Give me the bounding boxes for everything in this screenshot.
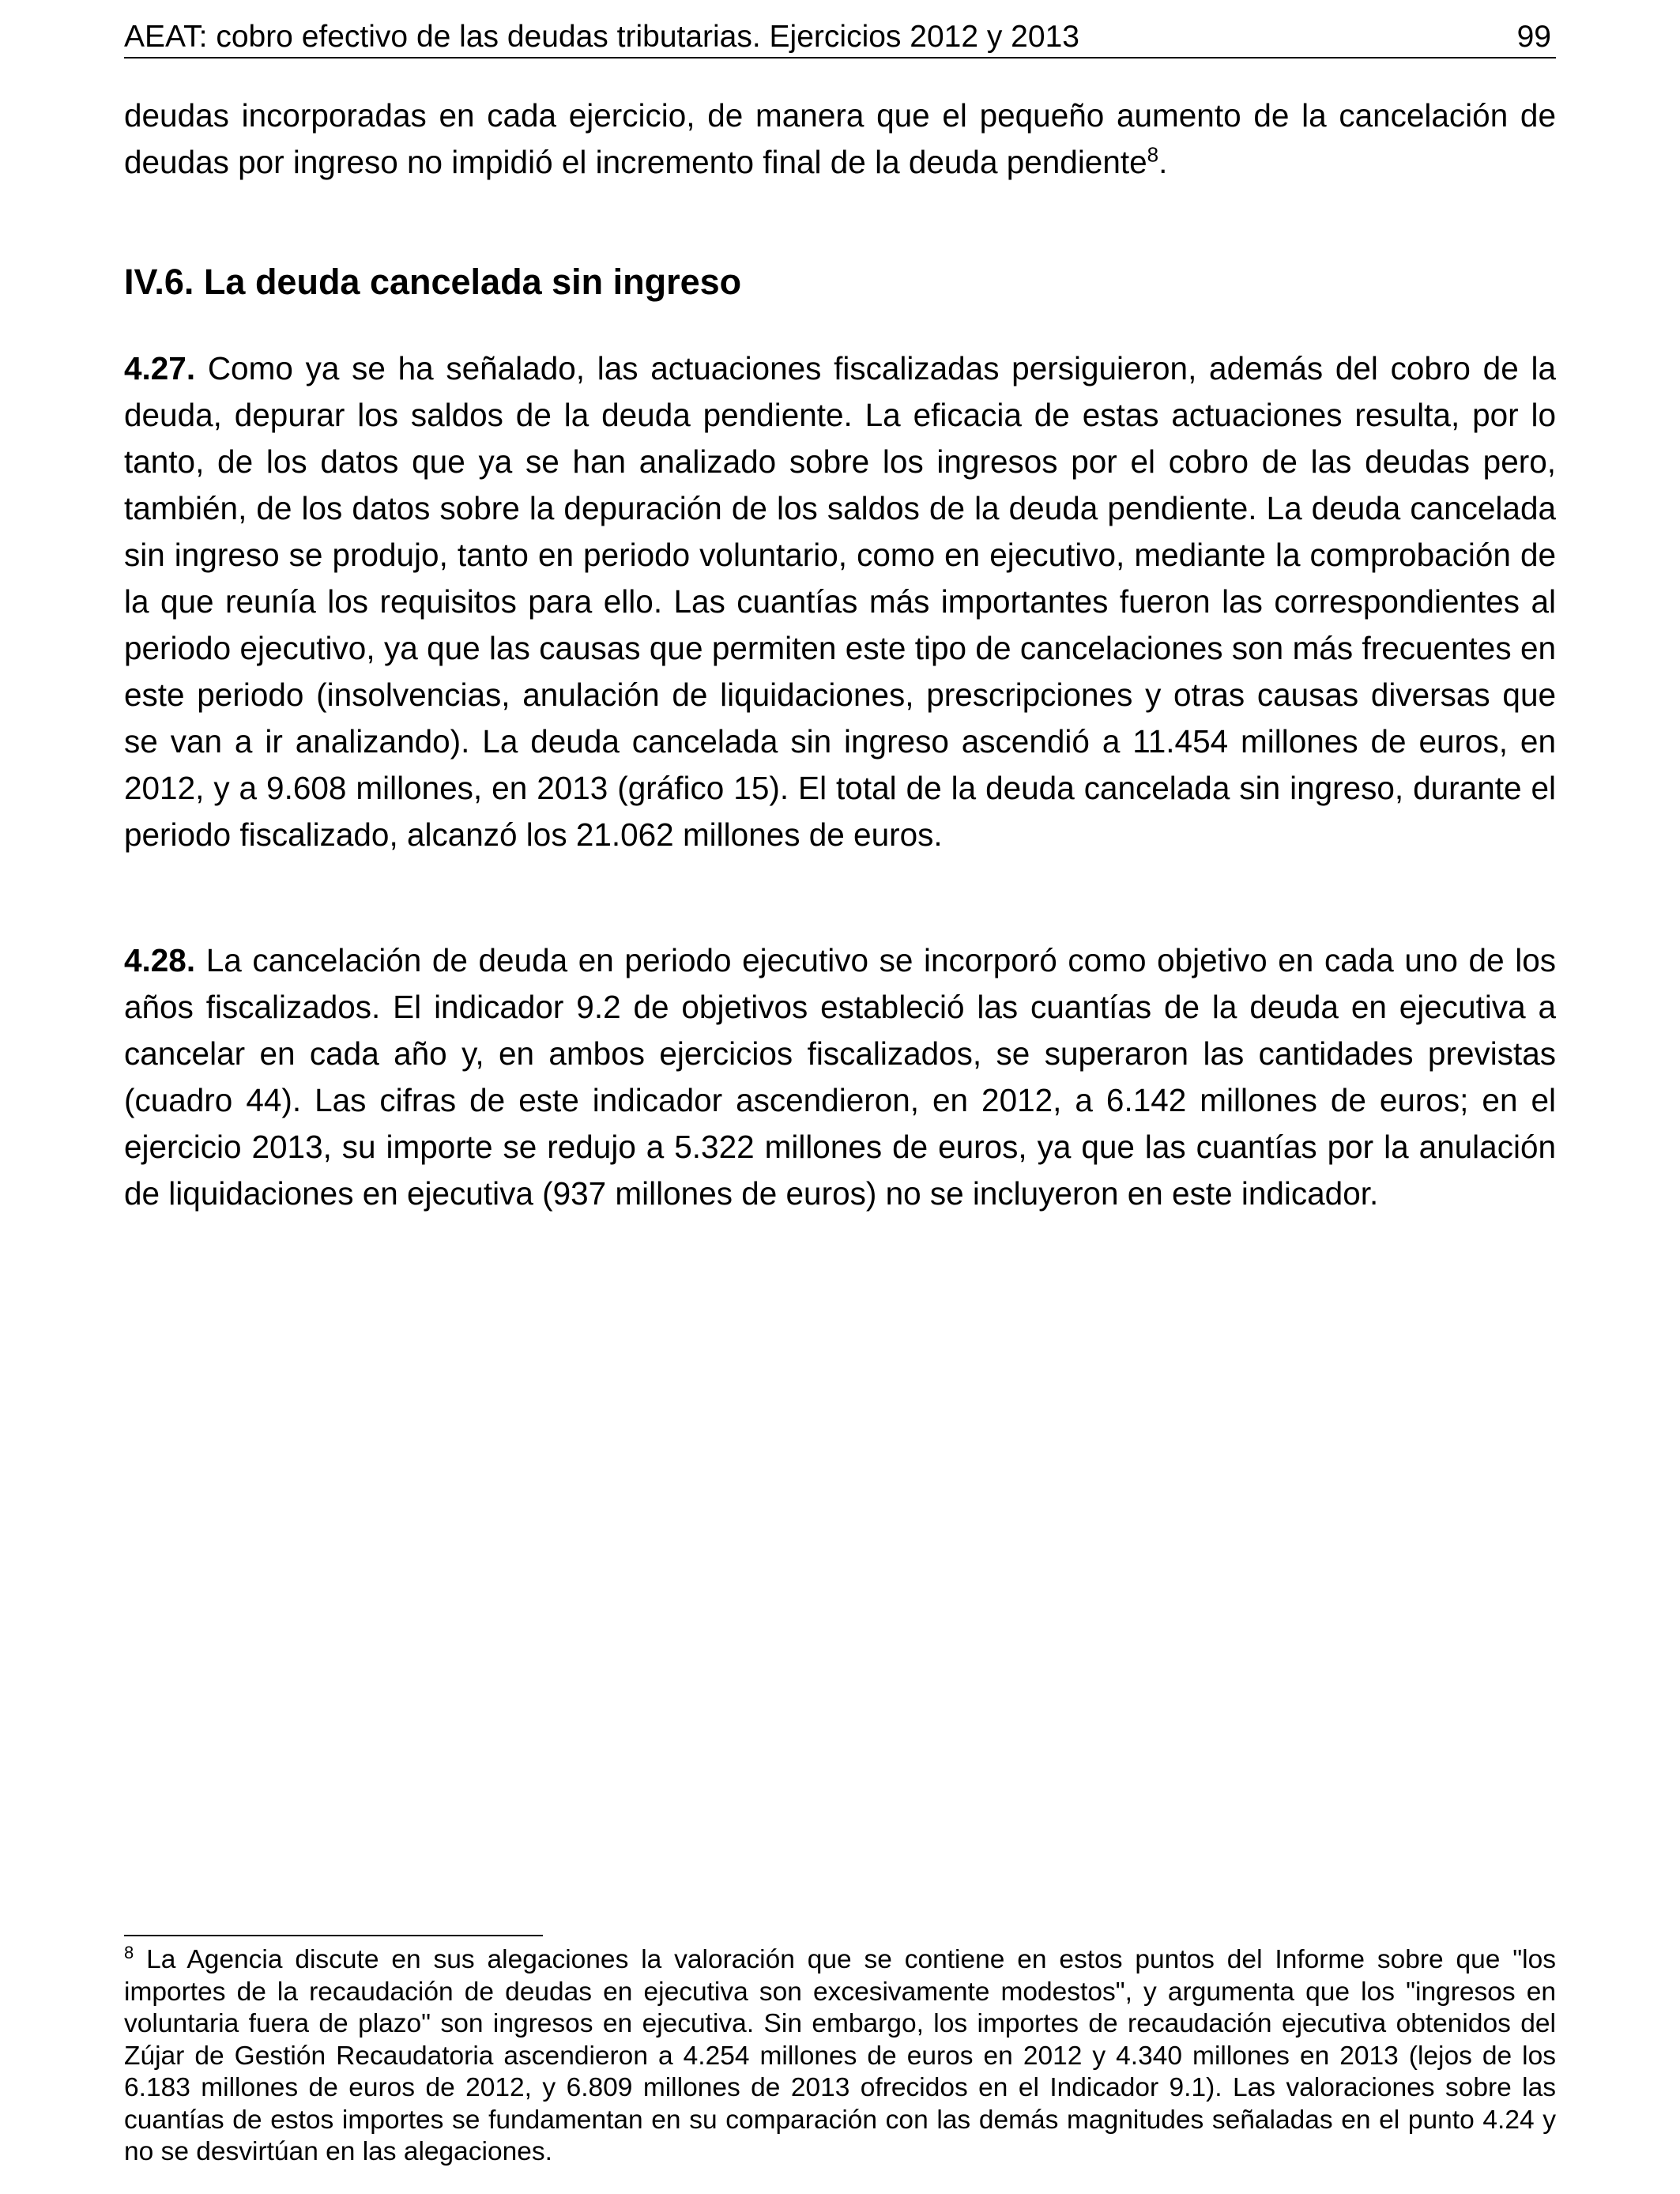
paragraph-number: 4.27. [124, 350, 196, 386]
intro-paragraph [124, 92, 1556, 186]
footnote-text: La Agencia discute en sus alegaciones la valoración que se contiene en estos puntos del Informe sobre que "los importes de la recaudación de deudas en ejecutiva son excesivamente modestos", y argumenta que los "ingresos en voluntaria fuera de plazo" son ingresos en ejecutiva. Sin embargo, los importes de recaudación ejecutiva obtenidos del Zújar de Gestión Recaudatoria ascendieron a 4.254 millones de euros en 2012 y 4.340 millones en 2013 (lejos de los 6.183 millones de euros de 2012, y 6.809 millones de 2013 ofrecidos en el Indicador 9.1). Las valoraciones sobre las cuantías de estos importes se fundamentan en su comparación con las demás magnitudes señaladas en el punto 4.24 y no se desvirtúan en las alegaciones. [124, 1945, 1556, 2166]
section-heading: IV.6. La deuda cancelada sin ingreso [124, 262, 742, 302]
paragraph-number: 4.28. [124, 942, 196, 978]
footnote-reference[interactable]: 8 [1147, 142, 1159, 167]
document-page [124, 0, 1556, 2194]
footnote-separator [124, 1935, 543, 1936]
intro-text: deudas incorporadas en cada ejercicio, de manera que el pequeño aumento de la cancelación de deudas por ingreso no impidió el incremento final de la deuda pendiente [124, 97, 1556, 180]
footnote [124, 1944, 1556, 2169]
header-title: AEAT: cobro efectivo de las deudas tributarias. Ejercicios 2012 y 2013 [124, 20, 1079, 54]
paragraph-4-27 [124, 345, 1556, 858]
intro-tail: . [1158, 144, 1168, 180]
page-number: 99 [1516, 20, 1551, 54]
footnote-marker: 8 [124, 1942, 134, 1962]
running-header [124, 17, 1556, 58]
paragraph-4-28 [124, 937, 1556, 1217]
paragraph-text: Como ya se ha señalado, las actuaciones fiscalizadas persiguieron, además del cobro de la deuda, depurar los saldos de la deuda pendiente. La eficacia de estas actuaciones resulta, por lo tanto, de los datos que ya se han analizado sobre los ingresos por el cobro de las deudas pero, también, de los datos sobre la depuración de los saldos de la deuda pendiente. La deuda cancelada sin ingreso se produjo, tanto en periodo voluntario, como en ejecutivo, mediante la comprobación de la que reunía los requisitos para ello. Las cuantías más importantes fueron las correspondientes al periodo ejecutivo, ya que las causas que permiten este tipo de cancelaciones son más frecuentes en este periodo (insolvencias, anulación de liquidaciones, prescripciones y otras causas diversas que se van a ir analizando). La deuda cancelada sin ingreso ascendió a 11.454 millones de euros, en 2012, y a 9.608 millones, en 2013 (gráfico 15). El total de la deuda cancelada sin ingreso, durante el periodo fiscalizado, alcanzó los 21.062 millones de euros. [124, 350, 1556, 853]
paragraph-text: La cancelación de deuda en periodo ejecutivo se incorporó como objetivo en cada uno de los años fiscalizados. El indicador 9.2 de objetivos estableció las cuantías de la deuda en ejecutiva a cancelar en cada año y, en ambos ejercicios fiscalizados, se superaron las cantidades previstas (cuadro 44). Las cifras de este indicador ascendieron, en 2012, a 6.142 millones de euros; en el ejercicio 2013, su importe se redujo a 5.322 millones de euros, ya que las cuantías por la anulación de liquidaciones en ejecutiva (937 millones de euros) no se incluyeron en este indicador. [124, 942, 1556, 1212]
